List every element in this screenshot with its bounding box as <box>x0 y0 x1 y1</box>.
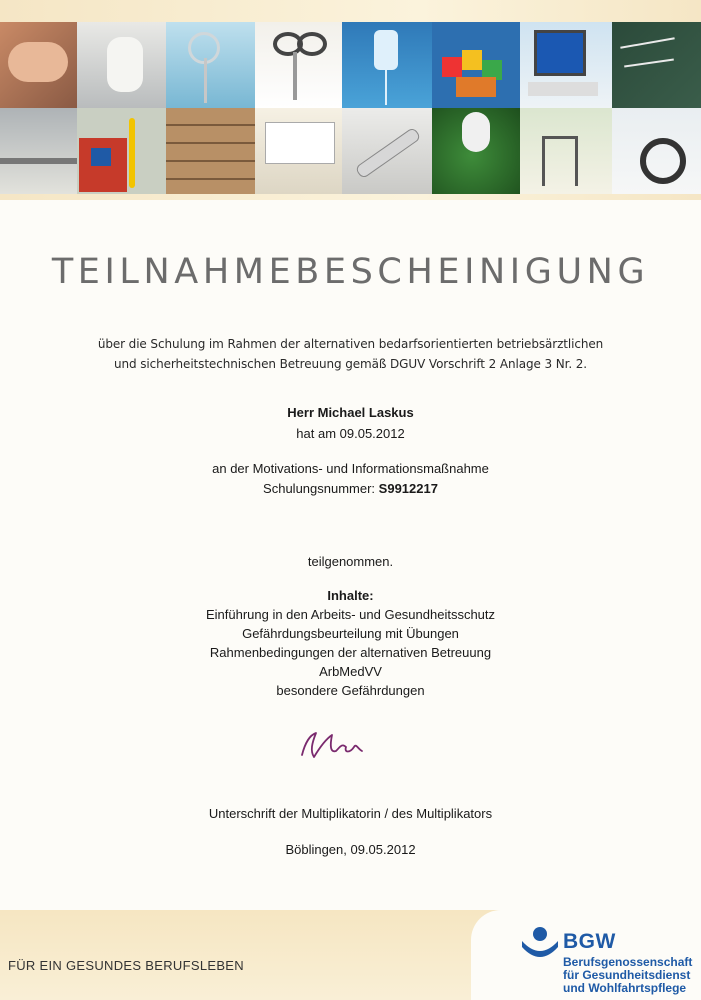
dental-chair-photo <box>77 22 166 108</box>
content-item: Gefährdungsbeurteilung mit Übungen <box>242 626 459 641</box>
bgw-logo-line-1: Berufsgenossenschaft <box>563 955 693 969</box>
intro-line-1: über die Schulung im Rahmen der alternativen bedarfsorientierten betriebsärztlichen <box>97 337 604 351</box>
filing-drawers-photo <box>166 108 255 194</box>
participation-date: hat am 09.05.2012 <box>296 426 405 441</box>
walker-window-photo <box>520 108 612 194</box>
intro-line-2: und sicherheitstechnischen Betreuung gemäß DGUV Vorschrift 2 Anlage 3 Nr. 2. <box>114 357 587 371</box>
training-number: S9912217 <box>378 481 438 496</box>
syringe-photo <box>342 108 432 194</box>
bgw-logo-line-3: und Wohlfahrtspflege <box>563 981 687 995</box>
content-item: Einführung in den Arbeits- und Gesundheitsschutz <box>205 607 496 622</box>
bgw-logo-name: BGW <box>563 930 616 953</box>
chalkboard-photo <box>612 22 701 108</box>
toy-blocks-photo <box>432 22 520 108</box>
scissors-photo <box>255 22 342 108</box>
computer-monitor-photo <box>520 22 612 108</box>
glove-plant-photo <box>432 108 520 194</box>
participant-name: Herr Michael Laskus <box>287 405 414 420</box>
office-desk-photo <box>0 108 77 194</box>
content-item: besondere Gefährdungen <box>276 683 425 698</box>
massage-photo <box>0 22 77 108</box>
place-and-date: Böblingen, 09.05.2012 <box>285 842 416 857</box>
bgw-logo-line-2: für Gesundheitsdienst <box>563 968 691 982</box>
certificate-title: TEILNAHMEBESCHEINIGUNG <box>51 252 650 292</box>
wheelchair-sign-photo <box>77 108 166 194</box>
stethoscope-photo <box>612 108 701 194</box>
content-item: Rahmenbedingungen der alternativen Betreuung <box>209 645 492 660</box>
training-number-label: Schulungsnummer: <box>263 481 379 496</box>
medicine-box-photo <box>255 108 342 194</box>
dental-mirror-photo <box>166 22 255 108</box>
photo-collage <box>0 22 701 194</box>
content-item: ArbMedVV <box>319 664 382 679</box>
measure-description: an der Motivations- und Informationsmaßnahme <box>212 461 489 476</box>
training-number-line <box>0 480 701 497</box>
footer-slogan: FÜR EIN GESUNDES BERUFSLEBEN <box>8 958 244 973</box>
handwritten-signature <box>0 725 701 775</box>
signature-caption: Unterschrift der Multiplikatorin / des Multiplikators <box>208 806 493 821</box>
contents-heading: Inhalte: <box>327 588 374 603</box>
infusion-photo <box>342 22 432 108</box>
participated-text: teilgenommen. <box>307 554 394 569</box>
bgw-logo-icon <box>520 925 560 970</box>
